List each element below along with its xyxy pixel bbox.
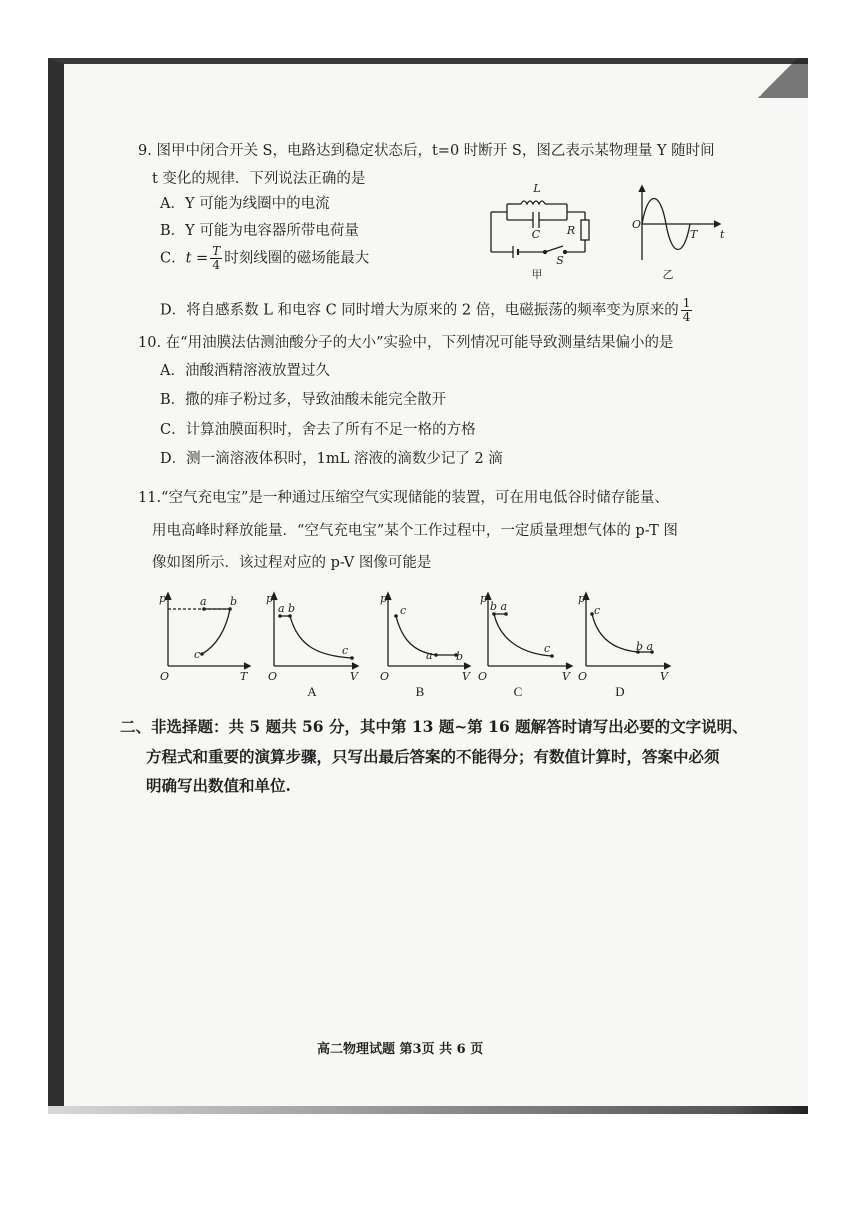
option-a-label: A	[307, 684, 317, 699]
q9-option-c-suffix: 时刻线圈的磁场能最大	[224, 250, 370, 267]
lc-circuit-diagram	[485, 180, 605, 280]
pv-a-point-c: c	[342, 644, 349, 657]
pv-a-points-ab: a b	[278, 602, 296, 615]
option-c-label: C	[513, 684, 523, 699]
q10-option-b: B．撒的痱子粉过多，导致油酸未能完全散开	[160, 392, 447, 408]
pv-graph-d	[572, 588, 678, 700]
pv-d-points-ba: b a	[636, 640, 654, 653]
q9-stem-line1: 9. 图甲中闭合开关 S，电路达到稳定状态后，t=0 时断开 S，图乙表示某物理量 Y 随时间	[138, 143, 715, 159]
label-L: L	[533, 182, 541, 195]
q9-option-d-text: D．将自感系数 L 和电容 C 同时增大为原来的 2 倍，电磁振荡的频率变为原来的	[160, 302, 679, 319]
q10-stem: 10. 在“用油膜法估测油酸分子的大小”实验中，下列情况可能导致测量结果偏小的是	[138, 335, 674, 351]
pv-c-origin: O	[478, 670, 488, 683]
q9-option-c	[160, 245, 369, 272]
pv-b-point-b: b	[456, 650, 464, 663]
q9-option-d-num: 1	[682, 296, 691, 310]
q9-option-c-num: T	[212, 244, 221, 258]
pt-curve-cb	[202, 609, 230, 654]
q10-option-a: A．油酸酒精溶液放置过久	[160, 363, 330, 379]
pt-point-a: a	[200, 595, 207, 608]
pt-axis-T: T	[240, 670, 248, 683]
option-b-label: B	[415, 684, 425, 699]
q9-option-c-den: 4	[212, 258, 221, 273]
q11-line2: 用电高峰时释放能量．“空气充电宝”某个工作过程中，一定质量理想气体的 p-T 图	[152, 523, 678, 539]
pt-point-c: c	[194, 648, 201, 661]
wave-time-axis-label: t	[720, 228, 725, 241]
pv-c-axis-p: p	[480, 592, 488, 605]
q9-option-d	[160, 297, 694, 324]
section2-line3: 明确写出数值和单位.	[146, 776, 291, 795]
pv-a-axis-p: p	[266, 592, 274, 605]
section2-line1: 二、非选择题：共 5 题共 56 分，其中第 13 题~第 16 题解答时请写出必要的文字说明、	[120, 717, 748, 736]
inductor-coil	[521, 201, 545, 204]
q10-option-d: D．测一滴溶液体积时，1mL 溶液的滴数少记了 2 滴	[160, 451, 503, 467]
q9-option-b: B．Y 可能为电容器所带电荷量	[160, 223, 359, 239]
pv-c-axis-V: V	[562, 670, 570, 683]
pv-b-point-c: c	[400, 604, 407, 617]
wave-origin: O	[632, 218, 642, 231]
section2-line2: 方程式和重要的演算步骤，只写出最后答案的不能得分；有数值计算时，答案中必须	[146, 747, 720, 766]
switch-lever	[545, 246, 563, 252]
pt-point-b: b	[230, 595, 238, 608]
pv-d-origin: O	[578, 670, 588, 683]
wave-period-label: T	[690, 228, 698, 241]
pt-axis-p: p	[159, 592, 167, 605]
q9-option-d-fraction	[681, 297, 693, 324]
label-S: S	[556, 254, 564, 267]
pt-graph	[152, 588, 258, 682]
q9-option-c-t: t =	[185, 250, 209, 267]
pv-c-point-c: c	[544, 642, 551, 655]
q9-option-c-prefix: C．	[160, 250, 186, 267]
pv-c-points-ba: b a	[490, 600, 508, 613]
pv-b-origin: O	[380, 670, 390, 683]
pv-d-curve	[592, 614, 638, 652]
q9-stem-line2: t 变化的规律．下列说法正确的是	[152, 171, 366, 187]
pt-origin: O	[160, 670, 170, 683]
pv-a-axis-V: V	[350, 670, 358, 683]
page-footer: 高二物理试题 第3页 共 6 页	[317, 1042, 484, 1057]
pv-d-axis-p: p	[578, 592, 586, 605]
q9-option-a: A．Y 可能为线圈中的电流	[160, 196, 330, 212]
pv-b-axis-V: V	[462, 670, 470, 683]
pv-graph-a	[262, 588, 368, 700]
oscillation-graph	[628, 182, 728, 280]
label-C: C	[531, 228, 541, 241]
circuit-caption: 甲	[531, 268, 543, 281]
q9-option-c-fraction	[210, 245, 222, 272]
pv-b-axis-p: p	[380, 592, 388, 605]
pv-d-point-c: c	[594, 604, 601, 617]
q11-line1: 11.“空气充电宝”是一种通过压缩空气实现储能的装置，可在用电低谷时储存能量、	[138, 490, 669, 506]
option-d-label: D	[615, 684, 625, 699]
pv-d-axis-V: V	[660, 670, 668, 683]
q10-option-c: C．计算油膜面积时，舍去了所有不足一格的方格	[160, 422, 476, 438]
pv-graph-b	[374, 588, 480, 700]
scan-corner-shadow	[748, 58, 808, 98]
pv-graph-c	[476, 588, 582, 700]
pv-b-point-a: a	[426, 649, 433, 662]
pv-a-origin: O	[268, 670, 278, 683]
q11-line3: 像如图所示．该过程对应的 p-V 图像可能是	[152, 555, 432, 571]
resistor	[581, 220, 589, 240]
q9-option-d-den: 4	[682, 310, 691, 325]
wave-caption: 乙	[662, 268, 674, 281]
scan-bottom-edge	[48, 1106, 808, 1114]
label-R: R	[566, 224, 576, 237]
